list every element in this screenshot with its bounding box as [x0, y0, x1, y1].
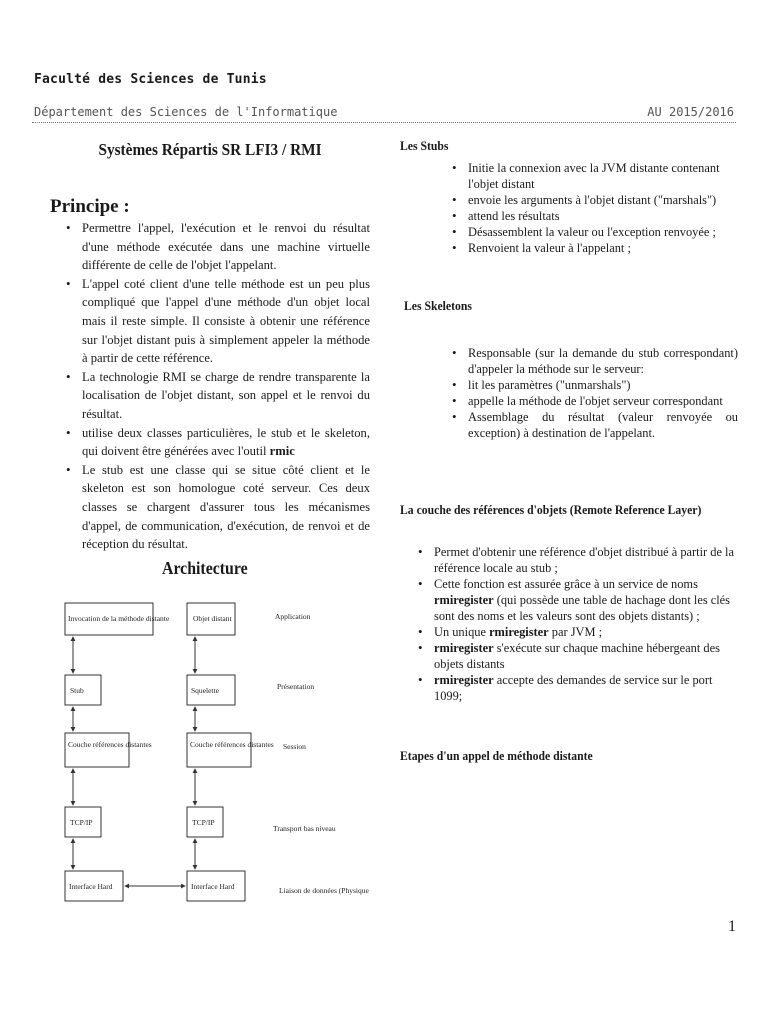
architecture-diagram: [55, 585, 375, 915]
remote-reference-list: [416, 544, 734, 704]
left-box-label: Invocation de la méthode distante: [68, 614, 170, 623]
page-number: 1: [728, 918, 736, 935]
left-box-label: Couche références distantes: [68, 740, 152, 749]
list-item: • utilise deux classes particulières, le stub et le skeleton, qui doivent être générées avec l'outil rmic: [64, 424, 370, 461]
list-item: • Un unique rmiregister par JVM ;: [416, 624, 734, 640]
list-item: • Assemblage du résultat (valeur renvoyée ou exception) à destination de l'appelant.: [450, 409, 738, 441]
left-box-label: TCP/IP: [70, 818, 93, 827]
list-item: • rmiregister accepte des demandes de service sur le port 1099;: [416, 672, 734, 704]
right-box-label: TCP/IP: [192, 818, 215, 827]
list-item: • Le stub est une classe qui se situe côté client et le skeleton est son homologue coté serveur. Ces deux classes se chargent d'assurer tous les mécanismes d'appel, de communication, d'exécution, de renvoi et de réception du résultat.: [64, 461, 370, 554]
list-item: • appelle la méthode de l'objet serveur correspondant: [450, 393, 738, 409]
principe-list: [64, 219, 370, 554]
list-item: • La technologie RMI se charge de rendre transparente la localisation de l'objet distant, son appel et le renvoi du résultat.: [64, 368, 370, 424]
right-box-couche: [187, 733, 251, 767]
rmic-keyword: rmic: [269, 444, 295, 459]
rmiregister-keyword: rmiregister: [434, 673, 494, 687]
principe-heading: Principe :: [50, 196, 130, 217]
stubs-heading: Les Stubs: [400, 138, 449, 153]
rmiregister-keyword: rmiregister: [434, 641, 494, 655]
layer-label: Liaison de données (Physique: [279, 886, 369, 895]
list-item: • Renvoient la valeur à l'appelant ;: [450, 240, 740, 256]
left-box-couche: [65, 733, 129, 767]
document-title: Systèmes Répartis SR LFI3 / RMI: [98, 140, 322, 159]
list-item: • Cette fonction est assurée grâce à un service de noms rmiregister (qui possède une table de hachage dont les clés sont des noms et les valeurs sont des objets distants) ;: [416, 576, 734, 624]
list-item: • lit les paramètres ("unmarshals"): [450, 377, 738, 393]
list-item: • attend les résultats: [450, 208, 740, 224]
rmiregister-keyword: rmiregister: [434, 593, 494, 607]
list-item: • envoie les arguments à l'objet distant ("marshals"): [450, 192, 740, 208]
layer-label: Session: [283, 742, 306, 751]
etapes-heading: Etapes d'un appel de méthode distante: [400, 748, 593, 763]
skeletons-list: [450, 345, 738, 441]
list-item: • rmiregister s'exécute sur chaque machine hébergeant des objets distants: [416, 640, 734, 672]
list-item: • Initie la connexion avec la JVM distante contenant l'objet distant: [450, 160, 740, 192]
layer-label: Transport bas niveau: [273, 824, 336, 833]
layer-label: Présentation: [277, 682, 315, 691]
academic-year: AU 2015/2016: [647, 105, 734, 119]
header-divider: [32, 122, 736, 123]
faculty-name: Faculté des Sciences de Tunis: [34, 72, 267, 87]
list-item: • L'appel coté client d'une telle méthode est un peu plus compliqué que l'appel d'une méthode d'un objet local mais il reste simple. Il consiste à obtenir une référence sur l'objet distant puis à simplement appeler la méthode à partir de cette référence.: [64, 275, 370, 368]
list-item: • Permet d'obtenir une référence d'objet distribué à partir de la référence locale au stub ;: [416, 544, 734, 576]
left-box-label: Interface Hard: [69, 882, 113, 891]
rmiregister-keyword: rmiregister: [489, 625, 549, 639]
right-box-label: Objet distant: [193, 614, 232, 623]
left-box-label: Stub: [70, 686, 84, 695]
stubs-list: [450, 160, 740, 256]
skeletons-heading: Les Skeletons: [404, 298, 472, 313]
layer-label: Application: [275, 612, 311, 621]
right-box-label: Interface Hard: [191, 882, 235, 891]
right-box-label: Squelette: [191, 686, 219, 695]
list-item: • Désassemblent la valeur ou l'exception renvoyée ;: [450, 224, 740, 240]
list-item: • Permettre l'appel, l'exécution et le renvoi du résultat d'une méthode exécutée dans une machine virtuelle différente de celle de l'objet l'appelant.: [64, 219, 370, 275]
department-name: Département des Sciences de l'Informatique: [34, 105, 338, 119]
list-item: • Responsable (sur la demande du stub correspondant) d'appeler la méthode sur le serveur:: [450, 345, 738, 377]
right-box-label: Couche références distantes: [190, 740, 274, 749]
architecture-heading: Architecture: [162, 558, 248, 578]
remote-reference-heading: La couche des références d'objets (Remote Reference Layer): [400, 502, 702, 517]
